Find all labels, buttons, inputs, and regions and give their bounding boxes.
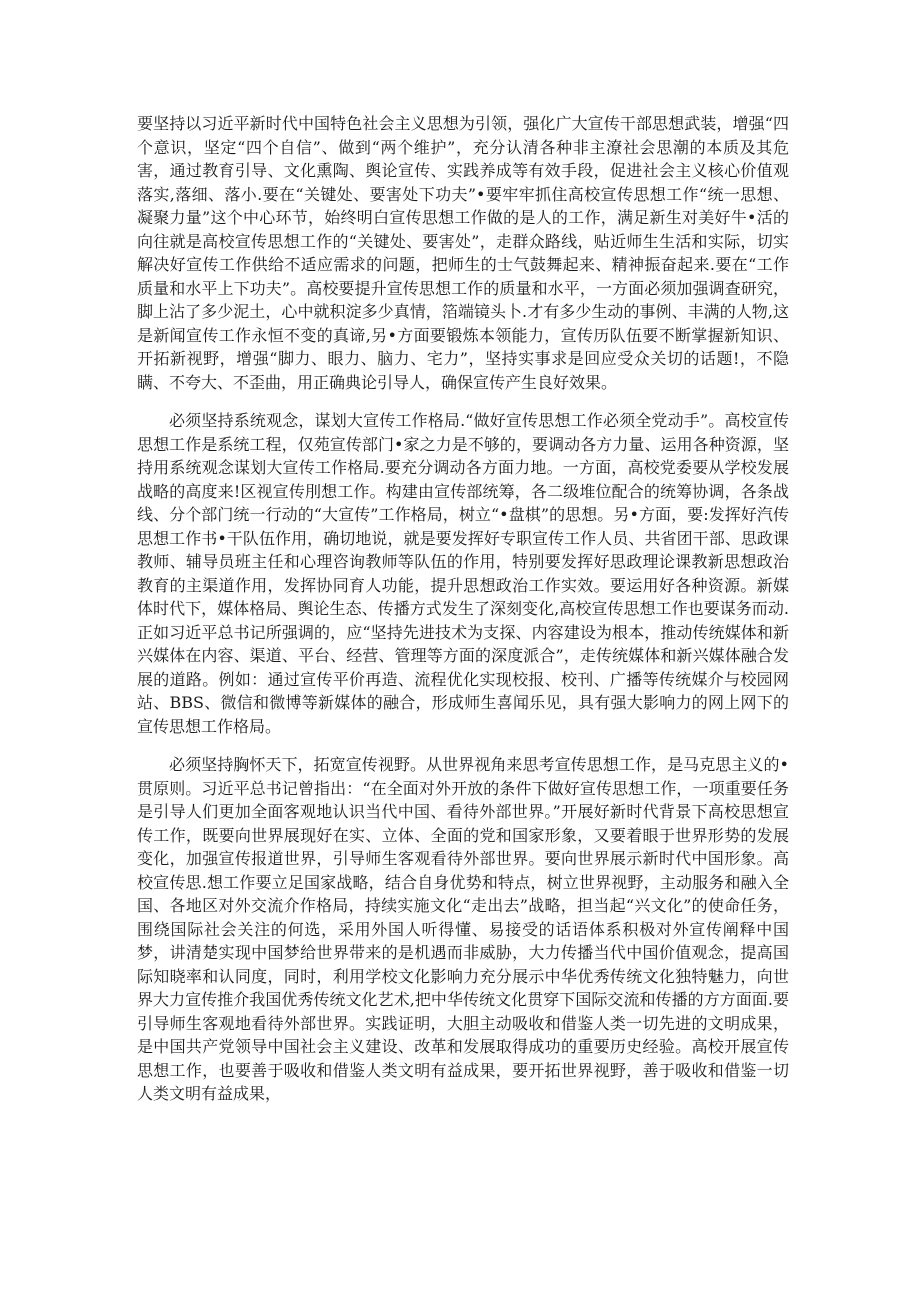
document-page: [137, 112, 789, 1106]
paragraph-global-vision: 必须坚持胸怀天下，拓宽宣传视野。从世界视角来思考宣传思想工作，是马克思主义的•贯原则。习近平总书记曾指出：“在全面对外开放的条件下做好宣传思想工作，一项重要任务是引导人们更加全面客观地认识当代中国、看待外部世界。”开展好新时代背景下高校思想宣传工作，既要向世界展现好在实、立体、全面的党和国家形象，又要着眼于世界形势的发展变化，加强宣传报道世界，引导师生客观看待外部世界。要向世界展示新时代中国形象。高校宣传思.想工作要立足国家战略，结合自身优势和特点，树立世界视野，主动服务和融入全国、各地区对外交流介作格局，持续实施文化“走出去”战略，担当起“兴文化”的使命任务，围绕国际社会关注的何选，采用外国人听得懂、易接受的话语体系积极对外宣传阐释中国梦，讲清楚实现中国梦给世界带来的是机遇而非威胁，大力传播当代中国价值观念，提高国际知晓率和认同度，同时，利用学校文化影响力充分展示中华优秀传统文化独特魅力，向世界大力宣传推介我国优秀传统文化艺术,把中华传统文化贯穿下国际交流和传播的方方面面.要引导师生客观地看待外部世界。实践证明，大胆主动吸收和借鉴人类一切先进的文明成果，是中国共产党领导中国社会主义建设、改革和发展取得成功的重要历史经验。高校开展宣传思想工作，也要善于吸收和借鉴人类文明有益成果，要开拓世界视野，善于吸收和借鉴一切人类文明有益成果，: [137, 755, 789, 1103]
paragraph-system-concept: 必须坚持系统观念，谋划大宣传工作格局.“做好宣传思想工作必须全党动手”。高校宣传思想工作是系统工程，仅苑宣传部门•家之力是不够的，要调动各方力量、运用各种资源，坚持用系统观念谋划大宣传工作格局.要充分调动各方面力地。一方面，高校党委要从学校发展战略的高度来!区视宣传刖想工作。构建由宣传部统筹，各二级堆位配合的统筹协调，各条战线、分个部门统一行动的“大宣传”工作格局，树立“•盘棋”的思想。另•方面，要:发挥好汽传思想工作书•干队伍作用，确切地说，就是要发挥好专职宣传工作人员、共省团干部、思政课教师、辅导员班主任和心理咨询教师等队伍的作用，特别要发挥好思政理论课教新思想政治教育的主渠道作用，发挥协同育人功能，提升思想政治工作实效。要运用好各种资源。新媒体时代下，媒体格局、舆论生态、传播方式发生了深刻变化,高校宣传思想工作也要谋务而动.正如习近平总书记所强调的，应“坚持先进技术为支探、内容建设为根本，推动传统媒体和新兴媒体在内容、渠道、平台、经营、管理等方面的深度派合”，走传统媒体和新兴媒体融合发展的道路。例如：通过宣传平价再造、流程优化实现校报、校刊、广播等传统媒介与校园网站、BBS、微信和微博等新媒体的融合，形成师生喜闻乐见，具有强大影响力的网上网下的宣传思想工作格局。: [137, 411, 789, 736]
paragraph-ideological-guidance: 要坚持以习近平新时代中国特色社会主义思想为引领，强化广大宣传干部思想武装，增强“四个意识，坚定“四个自信”、做到“两个维护”，充分认清各种非主潦社会思潮的本质及其危害，通过教育引导、文化熏陶、舆论宣传、实践养成等有效手段，促进社会主义核心价值观落实,落细、落小.要在“关键处、要害处下功夫”•要牢牢抓住高校宣传思想工作“统一思想、凝聚力量”这个中心环节，始终明白宣传思想工作做的是人的工作，满足新生对美好牛•活的向往就是高校宣传思想工作的“关键处、要害处”，走群众路线，贴近师生生活和实际，切实解决好宣传工作供给不适应需求的问题，把师生的士气鼓舞起来、精神振奋起来.要在“工作质量和水平上下功夫”。高校要提升宣传思想工作的质量和水平，一方面必须加强调查研究，脚上沾了多少泥土，心中就积淀多少真情，箔端镜头卜.才有多少生动的事例、丰满的人物,这是新闻宣传工作永恒不变的真谛,另•方面要锻炼本领能力，宣传历队伍要不断掌握新知识、开拓新视野，增强“脚力、眼力、脑力、宅力”，坚持实事求是回应受众关切的话题!，不隐瞒、不夸大、不歪曲，用正确典论引导人，确保宣传产生良好效果。: [137, 114, 789, 392]
